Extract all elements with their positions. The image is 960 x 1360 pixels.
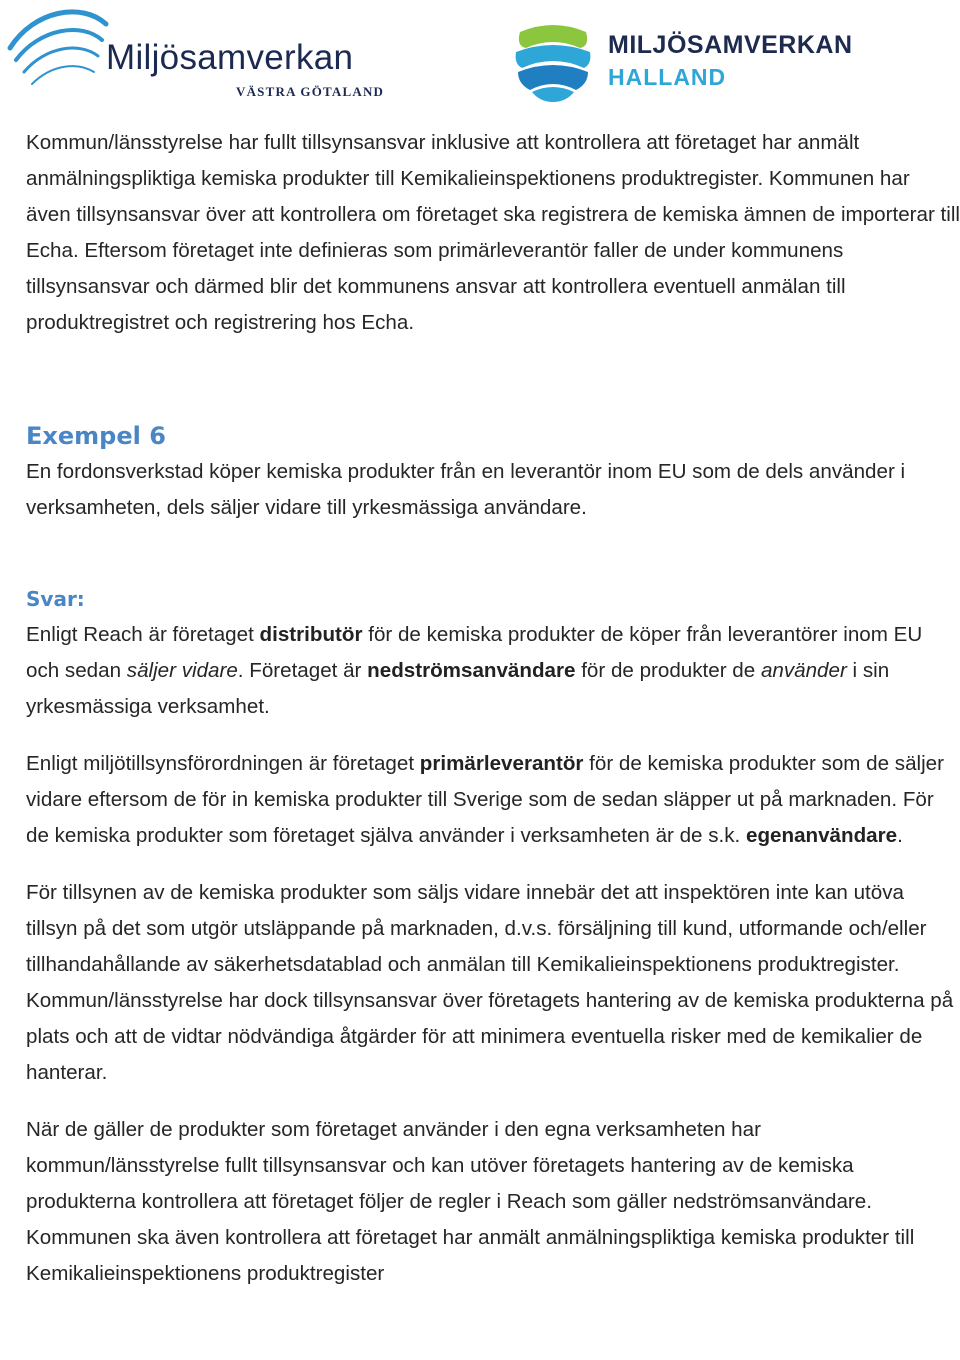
page-header xyxy=(0,0,960,110)
logo-miljosamverkan-vastra-gotaland xyxy=(4,2,394,102)
waves-logo-icon xyxy=(4,2,114,102)
example-text: En fordonsverkstad köper kemiska produkter från en leverantör inom EU som de dels använder i verksamheten, dels säljer vidare till yrkesmässiga användare. xyxy=(26,460,906,519)
logo-halland-line1: MILJÖSAMVERKAN xyxy=(608,31,853,59)
example-heading: Exempel 6 xyxy=(26,422,166,450)
halland-emblem-icon xyxy=(510,18,596,102)
text-run: för de kemiska produkter de köper från leverantörer inom EU och sedan xyxy=(26,623,923,682)
intro-paragraph: Kommun/länsstyrelse har fullt tillsynsansvar inklusive att kontrollera att företaget har anmält anmälningspliktiga kemiska produkter till Kemikalieinspektionens produktregister. Kommunen har även tillsynsansvar över att kontrollera om företaget ska registrera de kemiska ämnen de importerar till Echa. Eftersom företaget inte definieras som primärleverantör faller de under kommunens tillsynsansvar och därmed blir det kommunens ansvar att kontrollera eventuell anmälan till produktregistret och registrering hos Echa. xyxy=(26,131,960,334)
term-distributor: distributör xyxy=(259,623,363,646)
emphasis-uses: använder xyxy=(760,659,847,682)
text-run: i sin yrkesmässiga verksamhet. xyxy=(26,659,890,718)
logo-wordmark: Miljösamverkan xyxy=(106,38,354,77)
answer-paragraph-reach xyxy=(26,617,960,725)
term-downstream-user: nedströmsanvändare xyxy=(367,659,576,682)
emphasis-sells-on: säljer vidare xyxy=(126,659,238,682)
text-run: för de kemiska produkter som de säljer vidare eftersom de för in kemiska produkter till Sverige som de sedan släpper ut på marknaden. För de kemiska produkter som företaget själva använder i verksamheten är de s.k. xyxy=(26,752,944,847)
logo-halland-line2: HALLAND xyxy=(608,64,727,90)
text-run: Enligt Reach är företaget xyxy=(26,623,260,646)
answer-paragraph-supervision: För tillsynen av de kemiska produkter som säljs vidare innebär det att inspektören inte kan utöva tillsyn på det som utgör utsläppande på marknaden, d.v.s. försäljning till kund, utformande och/eller tillhandahållande av säkerhetsdatablad och anmälan till Kemikalieinspektionens produktregister. Kommun/länsstyrelse har dock tillsynsansvar över företagets hantering av de kemiska produkterna på plats och att de vidtar nödvändiga åtgärder för att minimera eventuella risker med de kemikalier de hanterar. xyxy=(26,881,954,1084)
term-own-user: egenanvändare xyxy=(746,824,898,847)
answer-paragraph-ordinance xyxy=(26,746,960,854)
logo-region: VÄSTRA GÖTALAND xyxy=(236,84,385,99)
logo-miljosamverkan-halland xyxy=(510,18,860,102)
text-run: för de produkter de xyxy=(575,659,761,682)
text-run: . Företaget är xyxy=(237,659,368,682)
term-primary-supplier: primärleverantör xyxy=(419,752,584,775)
document-body xyxy=(26,125,960,1292)
text-run: Enligt miljötillsynsförordningen är företaget xyxy=(26,752,420,775)
answer-paragraph-own-use: När de gäller de produkter som företaget använder i den egna verksamheten har kommun/länsstyrelse fullt tillsynsansvar och kan utöver företagets hantering av de kemiska produkterna kontrollera att företaget följer de regler i Reach som gäller nedströmsanvändare. Kommunen ska även kontrollera att företaget har anmält anmälningspliktiga kemiska produkter till Kemikalieinspektionens produktregister xyxy=(26,1118,915,1285)
answer-heading: Svar: xyxy=(26,587,85,611)
text-run: . xyxy=(897,824,903,847)
